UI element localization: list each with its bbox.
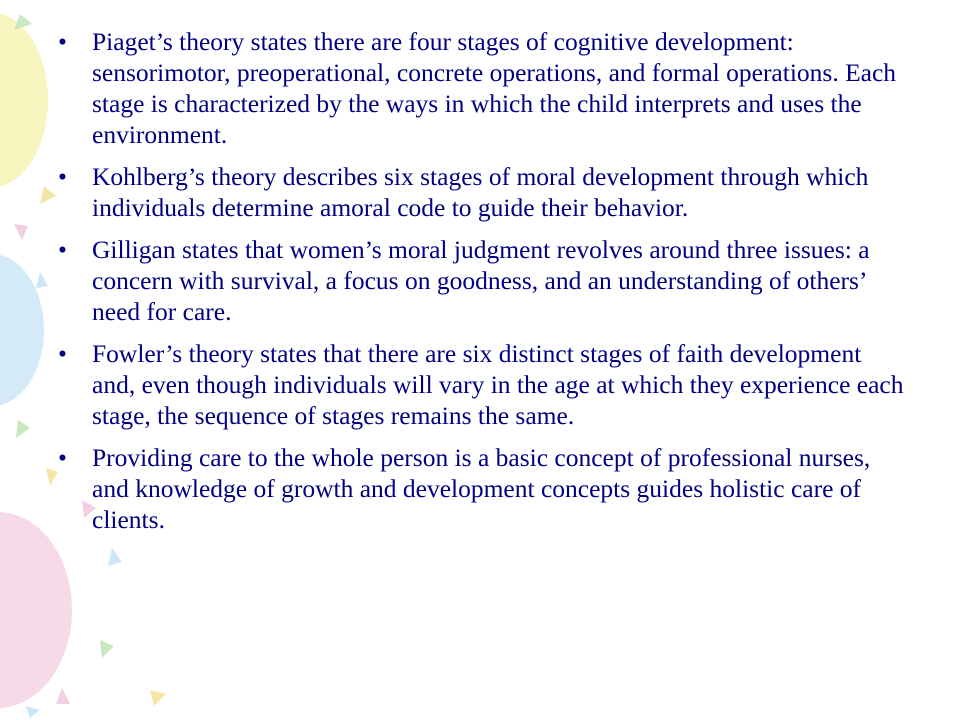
- bullet-holistic-care: [58, 442, 908, 535]
- bullet-marker: •: [58, 443, 67, 472]
- bullet-marker: •: [58, 339, 67, 368]
- bullet-text: Piaget’s theory states there are four stages of cognitive development: sensorimotor, preoperational, concrete operations, and formal operations. Each stage is characterized by the ways in which the child interprets and uses the environment.: [92, 27, 897, 149]
- confetti-shard: [26, 706, 40, 718]
- bullet-text: Fowler’s theory states that there are six distinct stages of faith development and, even though individuals will vary in the age at which they experience each stage, the sequence of stages remains the same.: [92, 339, 904, 430]
- bullet-text: Providing care to the whole person is a basic concept of professional nurses, and knowledge of growth and development concepts guides holistic care of clients.: [92, 443, 871, 534]
- bullet-text: Kohlberg’s theory describes six stages of moral development through which individuals determine amoral code to guide their behavior.: [92, 162, 869, 222]
- confetti-shard: [14, 224, 28, 240]
- bullet-fowler: [58, 338, 908, 431]
- confetti-shard: [46, 468, 58, 486]
- bullet-marker: •: [58, 162, 67, 191]
- confetti-shard: [56, 688, 70, 704]
- yellow-balloon: [0, 12, 48, 188]
- confetti-shard: [100, 640, 114, 658]
- confetti-shard: [150, 690, 166, 706]
- bullet-piaget: [58, 26, 908, 150]
- blue-balloon: [0, 254, 44, 406]
- bullet-marker: •: [58, 27, 67, 56]
- bullet-kohlberg: [58, 161, 908, 223]
- bullet-gilligan: [58, 234, 908, 327]
- confetti-shard: [16, 420, 30, 438]
- bullet-marker: •: [58, 235, 67, 264]
- confetti-shard: [40, 186, 56, 204]
- confetti-shard: [36, 272, 48, 288]
- confetti-shard: [108, 548, 122, 566]
- bullet-list: [58, 26, 908, 546]
- bullet-text: Gilligan states that women’s moral judgment revolves around three issues: a concern with survival, a focus on goodness, and an understanding of others’ need for care.: [92, 235, 870, 326]
